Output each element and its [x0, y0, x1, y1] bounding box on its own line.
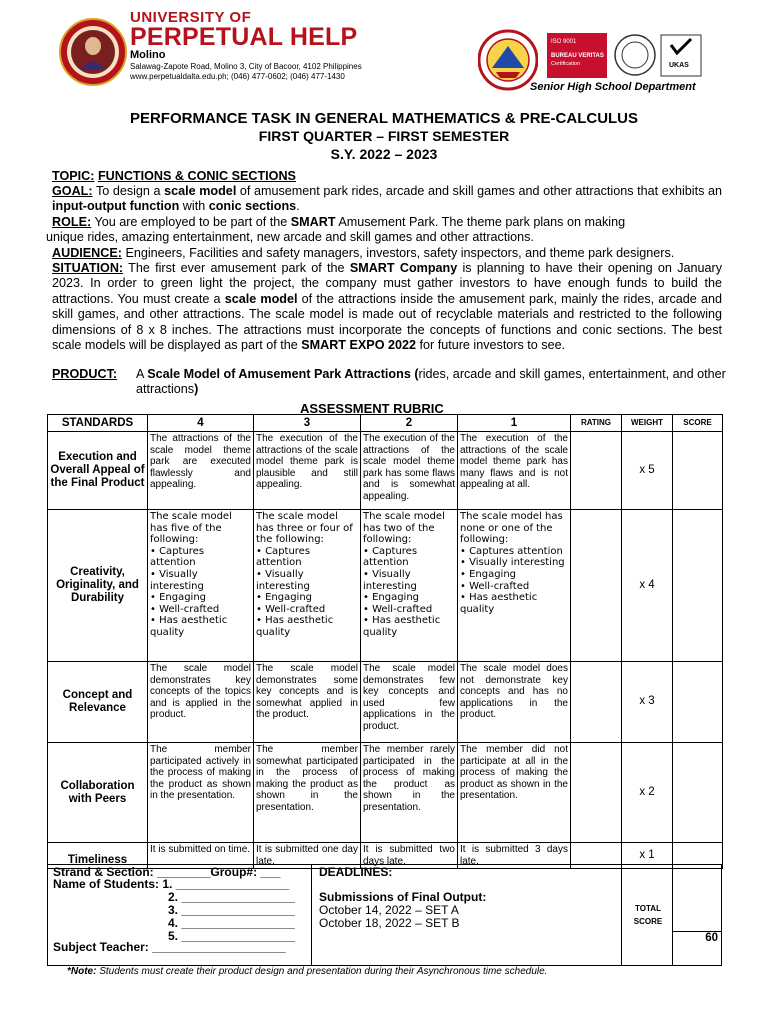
table-row [48, 743, 723, 843]
student-name-field-1[interactable]: Name of Students: 1. _________________ [53, 877, 290, 891]
criterion-cell: The scale model does not demonstrate key concepts and has no applications in the product. [458, 662, 571, 743]
goal-bold: scale model [164, 184, 237, 198]
situation-text: of the attractions inside the amusement park, mainly the rides, arcade and skill games, and other attractions. The scale model is made out of recyclable materials and restricted to the following dimensions of 8 x 8 inches. The attractions must incorporate the concepts of functions and conic sections. The best scale models will be displayed as part of the [52, 291, 722, 353]
product-bold: ) [194, 382, 199, 397]
total-label-line2: SCORE [633, 917, 663, 926]
weight-cell: x 3 [622, 662, 673, 743]
weight-cell: x 4 [622, 510, 673, 662]
senior-high-seal-logo [478, 28, 538, 92]
address: Salawag-Zapote Road, Molino 3, City of Bacoor, 4102 Philippines [130, 62, 362, 71]
goal-bold: conic sections [208, 199, 297, 214]
header-3: 3 [254, 415, 361, 432]
goal-text: with [179, 199, 209, 214]
criterion-cell: It is submitted two days late. [361, 843, 458, 869]
university-line2: PERPETUAL HELP [130, 23, 358, 51]
header-score: SCORE [673, 415, 723, 432]
divider [311, 865, 312, 965]
header-4: 4 [148, 415, 254, 432]
criterion-cell: It is submitted on time. [148, 843, 254, 869]
role-label: ROLE: [52, 215, 92, 229]
submissions-label: Submissions of Final Output: [319, 890, 487, 904]
school-year: S.Y. 2022 – 2023 [330, 146, 438, 162]
certification-logos [547, 33, 703, 78]
score-cell[interactable] [673, 510, 723, 662]
criterion-cell: It is submitted one day late. [254, 843, 361, 869]
header-2: 2 [361, 415, 458, 432]
role-paragraph [52, 215, 732, 230]
table-row [48, 510, 723, 662]
assessment-rubric-table [47, 414, 723, 869]
role-bold: SMART [290, 215, 336, 229]
submission-info-block [47, 864, 722, 966]
table-row [48, 662, 723, 743]
audience-text: Engineers, Facilities and safety managers, investors, safety inspectors, and theme park designers. [121, 246, 675, 260]
strand-section-field[interactable]: Strand & Section: ________Group#: ___ [53, 865, 281, 879]
topic-line [52, 169, 722, 184]
criterion-cell: The scale model demonstrates some key concepts and is somewhat applied in the product. [254, 662, 361, 743]
table-row [48, 432, 723, 510]
divider [672, 865, 673, 965]
student-name-field-5[interactable]: 5. _________________ [168, 929, 295, 943]
note-text: Students must create their product design and presentation during their Asynchronous time schedule. [96, 966, 548, 977]
deadline-set-b: October 18, 2022 – SET B [319, 916, 460, 930]
audience-paragraph [52, 246, 732, 261]
product-text: rides, arcade and skill games, entertainment, and other attractions [136, 367, 726, 397]
score-cell[interactable] [673, 432, 723, 510]
criterion-cell: The member did not participate at all in the process of making the product as shown in the presentation. [458, 743, 571, 843]
situation-paragraph [52, 261, 722, 353]
role-text: You are employed to be part of the [91, 215, 291, 229]
cert-bv-text: BUREAU VERITAS [551, 53, 604, 59]
rubric-header-row [48, 415, 723, 432]
situation-bold: SMART EXPO 2022 [301, 338, 417, 353]
situation-text: for future investors to see. [416, 338, 566, 353]
university-line1: UNIVERSITY OF [130, 9, 252, 26]
header-standards: STANDARDS [48, 415, 148, 432]
cert-iso-text: ISO 9001 [551, 39, 577, 45]
weight-cell: x 1 [622, 843, 673, 869]
criterion-cell: The scale model has none or one of the following: • Captures attention • Visually interesting • Engaging • Well-crafted • Has aesthetic quality [458, 510, 571, 662]
criterion-cell: The member rarely participated in the process of making the product as shown in the presentation. [361, 743, 458, 843]
standard-cell: Creativity, Originality, and Durability [48, 510, 148, 662]
score-cell[interactable] [673, 743, 723, 843]
standard-cell: Execution and Overall Appeal of the Final Product [48, 432, 148, 510]
audience-label: AUDIENCE: [52, 246, 122, 260]
rating-cell[interactable] [571, 510, 622, 662]
weight-cell: x 5 [622, 432, 673, 510]
product-label-wrap [52, 367, 136, 382]
goal-text: . [296, 199, 300, 214]
criterion-cell: The execution of the attractions of the scale model theme park is plausible and still appealing. [254, 432, 361, 510]
rating-cell[interactable] [571, 432, 622, 510]
deadlines-label: DEADLINES: [319, 865, 393, 879]
rubric-title: ASSESSMENT RUBRIC [300, 401, 444, 416]
letterhead [0, 0, 768, 104]
student-name-field-2[interactable]: 2. _________________ [168, 890, 295, 904]
campus-name: Molino [130, 49, 166, 61]
goal-text: of amusement park rides, arcade and skill games and other attractions that exhibits an [236, 184, 722, 198]
criterion-cell: The scale model has five of the following: • Captures attention • Visually interesting • Engaging • Well-crafted • Has aesthetic quality [148, 510, 254, 662]
criterion-cell: The member participated actively in the process of making the product as shown in the presentation. [148, 743, 254, 843]
topic-value: FUNCTIONS & CONIC SECTIONS [97, 169, 296, 183]
standard-cell: Timeliness [48, 843, 148, 869]
student-name-field-3[interactable]: 3. _________________ [168, 903, 295, 917]
score-cell[interactable] [673, 662, 723, 743]
role-text: Amusement Park. The theme park plans on making [335, 215, 626, 229]
criterion-cell: The attractions of the scale model theme park are executed flawlessly and appealing. [148, 432, 254, 510]
goal-text: To design a [92, 184, 165, 198]
total-score-label [626, 902, 670, 928]
page-title: PERFORMANCE TASK IN GENERAL MATHEMATICS & PRE-CALCULUS [129, 110, 639, 127]
total-score-value: 60 [705, 932, 718, 944]
product-text: A [136, 367, 148, 381]
cert-ukas-text: UKAS [669, 62, 689, 69]
topic-label: TOPIC: [52, 169, 95, 183]
criterion-cell: The member somewhat participated in the process of making the product as shown in the presentation. [254, 743, 361, 843]
rating-cell[interactable] [571, 662, 622, 743]
situation-label: SITUATION: [52, 261, 124, 275]
goal-bold: input-output function [52, 199, 180, 214]
criterion-cell: The execution of the attractions of the scale model theme park has some flaws and is somewhat appealing. [361, 432, 458, 510]
deadline-set-a: October 14, 2022 – SET A [319, 903, 459, 917]
weight-cell: x 2 [622, 743, 673, 843]
subject-teacher-field[interactable]: Subject Teacher: ____________________ [53, 940, 286, 954]
goal-label: GOAL: [52, 184, 93, 198]
standard-cell: Concept and Relevance [48, 662, 148, 743]
department-name: Senior High School Department [530, 81, 696, 93]
criterion-cell: The scale model has two of the following: • Captures attention • Visually interesting • Engaging • Well-crafted • Has aesthetic quality [361, 510, 458, 662]
product-paragraph [136, 367, 726, 398]
total-label-line1: TOTAL [635, 904, 661, 913]
criterion-cell: The scale model demonstrates key concepts of the topics and is applied in the product. [148, 662, 254, 743]
student-name-field-4[interactable]: 4. _________________ [168, 916, 295, 930]
standard-cell: Collaboration with Peers [48, 743, 148, 843]
situation-bold: SMART Company [349, 261, 458, 275]
criterion-cell: The execution of the attractions of the scale model theme park has many flaws and is not appealing at all. [458, 432, 571, 510]
divider [621, 865, 622, 965]
criterion-cell: The scale model has three or four of the following: • Captures attention • Visually interesting • Engaging • Well-crafted • Has aesthetic quality [254, 510, 361, 662]
university-seal-logo [58, 12, 128, 92]
contact-info: www.perpetualdalta.edu.ph; (046) 477-0602; (046) 477-1430 [130, 72, 345, 81]
role-paragraph-cont: unique rides, amazing entertainment, new arcade and skill games and other attractions. [46, 230, 534, 244]
university-name-block [130, 10, 362, 82]
note-label: *Note: [67, 966, 97, 977]
criterion-cell: It is submitted 3 days late. [458, 843, 571, 869]
footnote [67, 966, 547, 977]
header-rating: RATING [571, 415, 622, 432]
product-bold: Scale Model of Amusement Park Attractions ( [147, 367, 419, 381]
product-label: PRODUCT: [52, 367, 118, 381]
situation-text: The first ever amusement park of the [123, 261, 350, 275]
situation-bold: scale model [224, 291, 298, 306]
header-weight: WEIGHT [622, 415, 673, 432]
cert-label-text: Certification [551, 61, 581, 67]
header-1: 1 [458, 415, 571, 432]
quarter-subtitle: FIRST QUARTER – FIRST SEMESTER [258, 128, 510, 144]
goal-paragraph [52, 184, 722, 215]
criterion-cell: The scale model demonstrates few key concepts and used few applications in the product. [361, 662, 458, 743]
rating-cell[interactable] [571, 743, 622, 843]
situation-text: is planning to have their opening on January 2023. In order to green light the project, the company must gather investors to have enough funds to build the attractions. You must create a [52, 261, 723, 306]
